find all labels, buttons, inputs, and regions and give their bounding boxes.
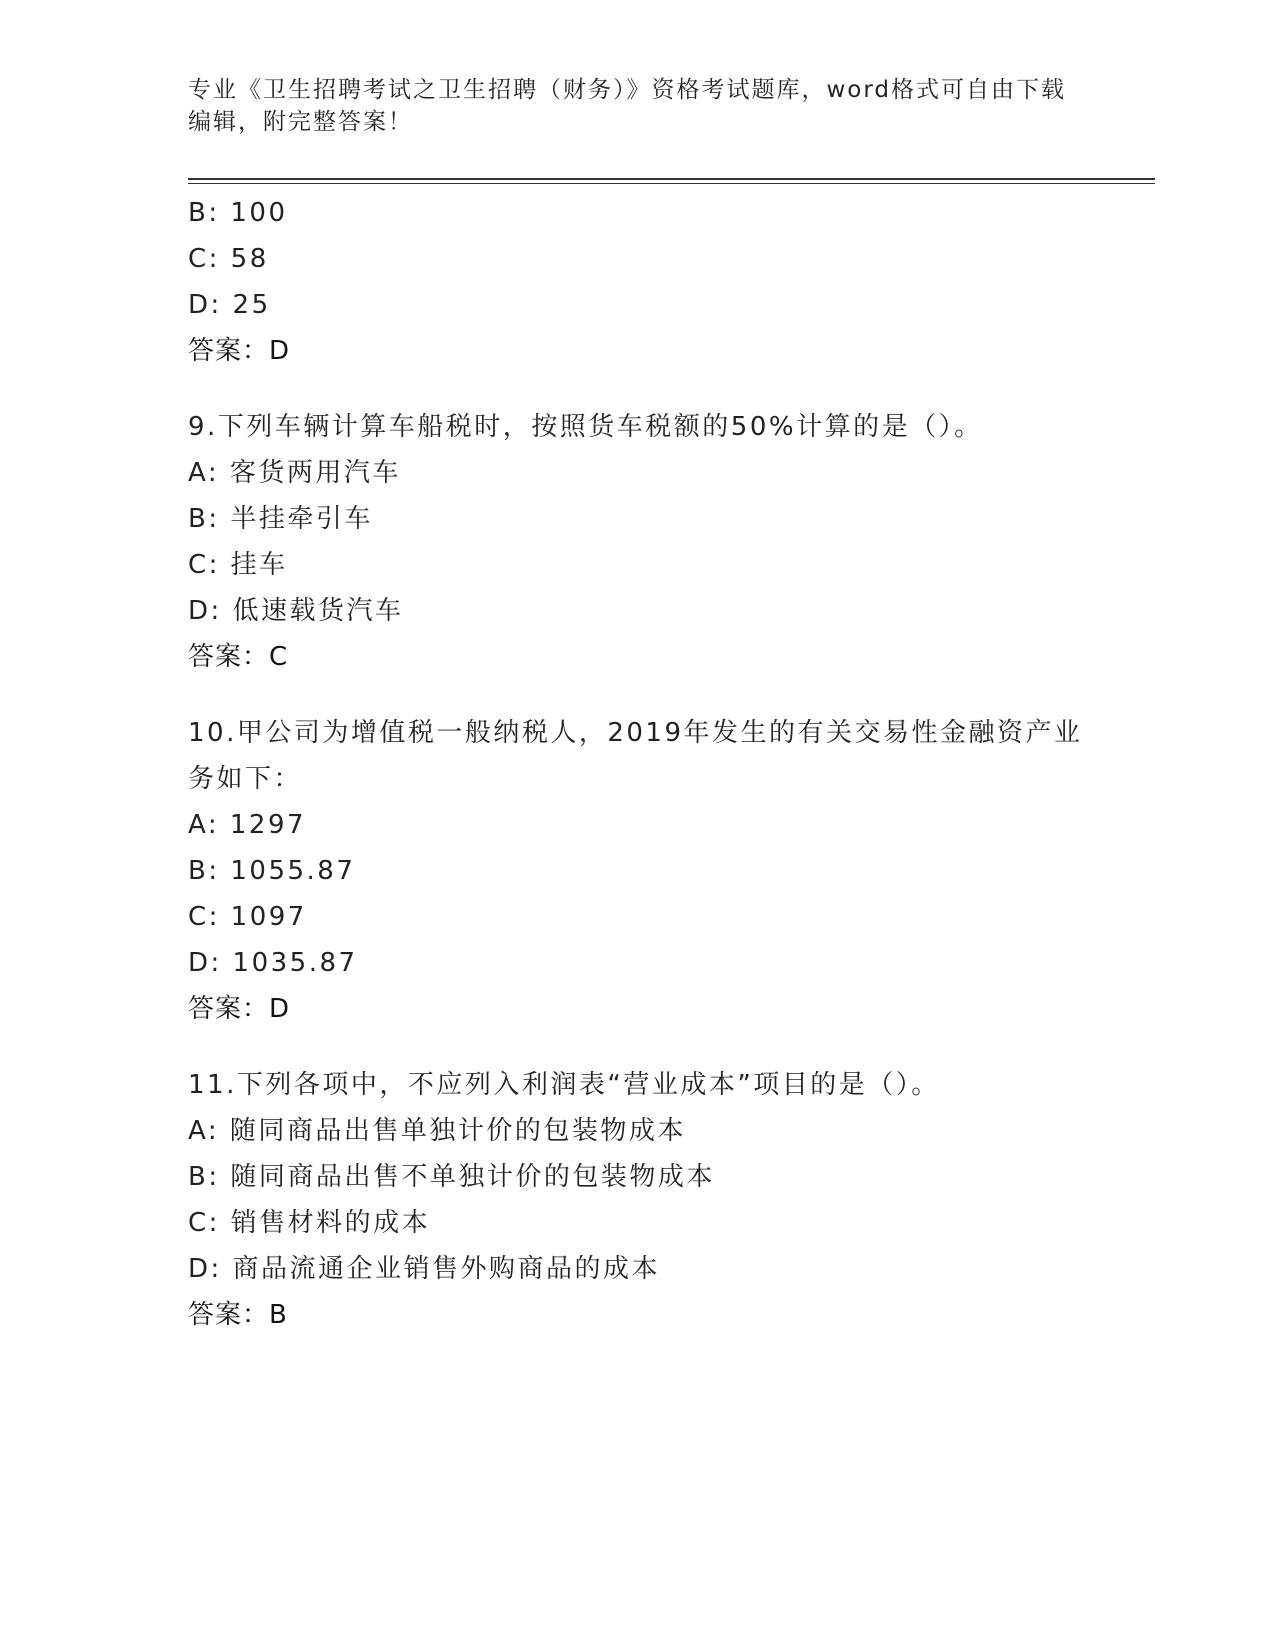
question-11	[188, 1062, 1155, 1338]
question-10	[188, 710, 1155, 1032]
option-d: D: 低速载货汽车	[188, 596, 404, 626]
option-c: C: 销售材料的成本	[188, 1208, 431, 1238]
option-b: B: 1055.87	[188, 856, 356, 886]
partial-question	[188, 190, 1155, 374]
option-b: B: 随同商品出售不单独计价的包装物成本	[188, 1162, 715, 1192]
option-a: A: 客货两用汽车	[188, 458, 401, 488]
option-a: A: 1297	[188, 810, 307, 840]
answer-line: 答案：C	[188, 642, 289, 672]
option-b: B: 半挂牵引车	[188, 504, 373, 534]
option-d: D: 25	[188, 290, 271, 320]
option-c: C: 1097	[188, 902, 307, 932]
option-a: A: 随同商品出售单独计价的包装物成本	[188, 1116, 686, 1146]
question-stem: 11.下列各项中，不应列入利润表“营业成本”项目的是（）。	[188, 1070, 940, 1100]
question-stem: 10.甲公司为增值税一般纳税人，2019年发生的有关交易性金融资产业务如下：	[188, 718, 1083, 794]
option-c: C: 挂车	[188, 550, 288, 580]
answer-line: 答案：D	[188, 994, 291, 1024]
answer-line: 答案：B	[188, 1300, 288, 1330]
option-c: C: 58	[188, 244, 269, 274]
header-divider-thick	[188, 178, 1155, 180]
option-d: D: 1035.87	[188, 948, 358, 978]
document-header: 专业《卫生招聘考试之卫生招聘（财务）》资格考试题库，word格式可自由下载编辑，附完整答案！	[188, 77, 1067, 135]
question-9	[188, 404, 1155, 680]
answer-line: 答案：D	[188, 336, 291, 366]
question-list	[188, 190, 1155, 1338]
option-d: D: 商品流通企业销售外购商品的成本	[188, 1254, 661, 1284]
option-b: B: 100	[188, 198, 288, 228]
question-stem: 9.下列车辆计算车船税时，按照货车税额的50%计算的是（）。	[188, 412, 983, 442]
header-divider-thin	[188, 183, 1155, 184]
